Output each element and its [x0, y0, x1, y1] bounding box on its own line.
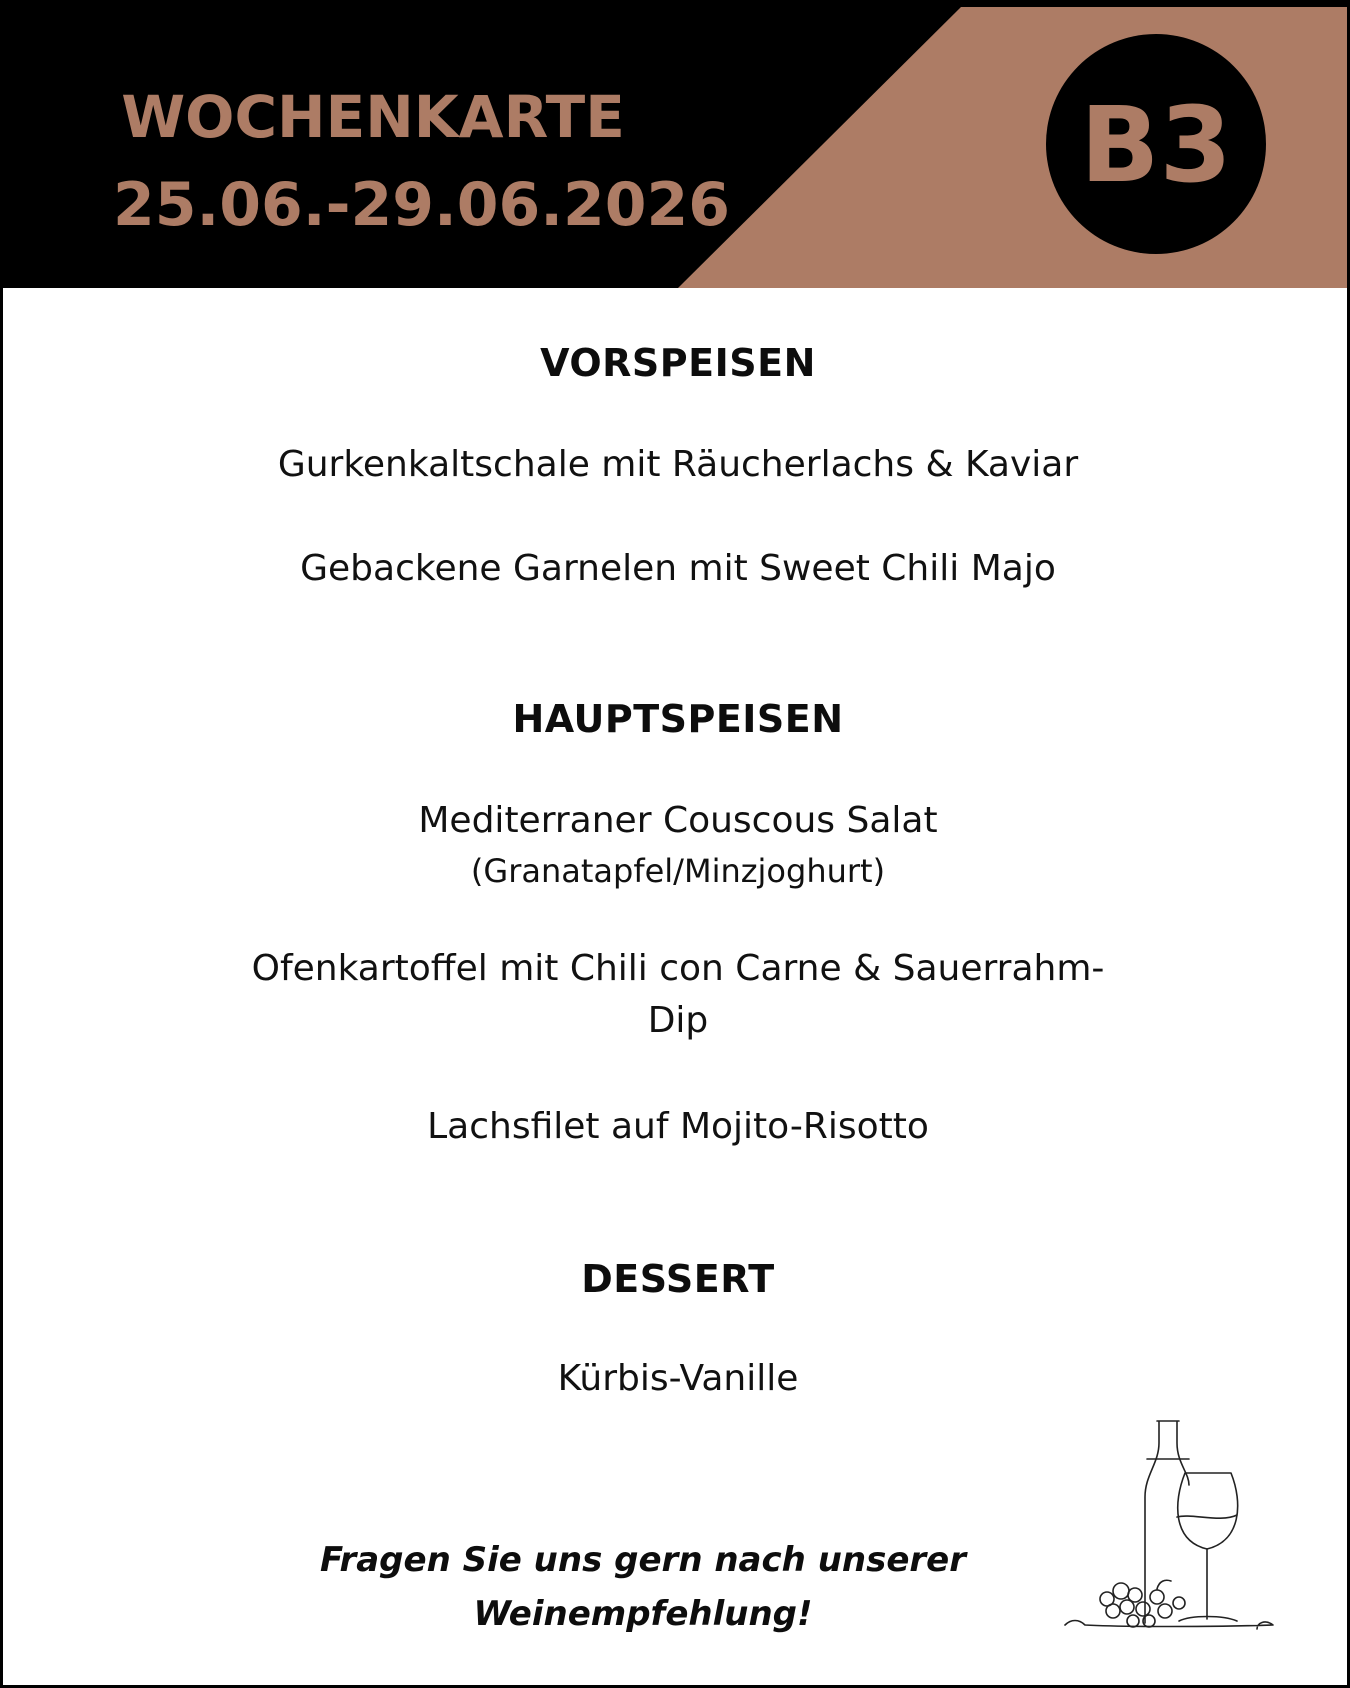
section-title-hauptspeisen: HAUPTSPEISEN [512, 697, 844, 741]
menu-item-text: Gebackene Garnelen mit Sweet Chili Majo [300, 548, 1056, 589]
section-title-dessert: DESSERT [581, 1257, 775, 1301]
menu-item [178, 1353, 1178, 1405]
title-date-range: 25.06.-29.06.2026 [113, 170, 731, 240]
footer-line-1: Fragen Sie uns gern nach unserer [319, 1540, 967, 1580]
menu-item [178, 1101, 1178, 1153]
menu-item-subtext: (Granatapfel/Minzjoghurt) [470, 852, 886, 890]
section-title-vorspeisen: VORSPEISEN [540, 341, 816, 385]
menu-item [178, 795, 1178, 895]
menu-title [113, 73, 731, 249]
menu-item-subtext: Dip [647, 1000, 709, 1041]
b3-logo-icon [1043, 31, 1269, 257]
svg-text:B3: B3 [1080, 84, 1232, 206]
wine-bottle-glass-grapes-icon [1061, 1413, 1281, 1643]
header-banner [3, 3, 1350, 288]
menu-item-text: Ofenkartoffel mit Chili con Carne & Sauerrahm- [251, 948, 1105, 989]
wine-recommendation-note [253, 1533, 1033, 1641]
menu-item [178, 943, 1178, 1047]
b3-logo [1043, 31, 1269, 257]
footer-line-2: Weinempfehlung! [473, 1594, 813, 1634]
title-wochenkarte: WOCHENKARTE [121, 83, 625, 151]
menu-item [178, 543, 1178, 595]
menu-item [178, 439, 1178, 491]
menu-item-text: Lachsfilet auf Mojito-Risotto [427, 1106, 929, 1147]
menu-item-text: Kürbis-Vanille [557, 1358, 799, 1399]
menu-item-text: Mediterraner Couscous Salat [418, 800, 938, 841]
menu-item-text: Gurkenkaltschale mit Räucherlachs & Kaviar [277, 444, 1079, 485]
